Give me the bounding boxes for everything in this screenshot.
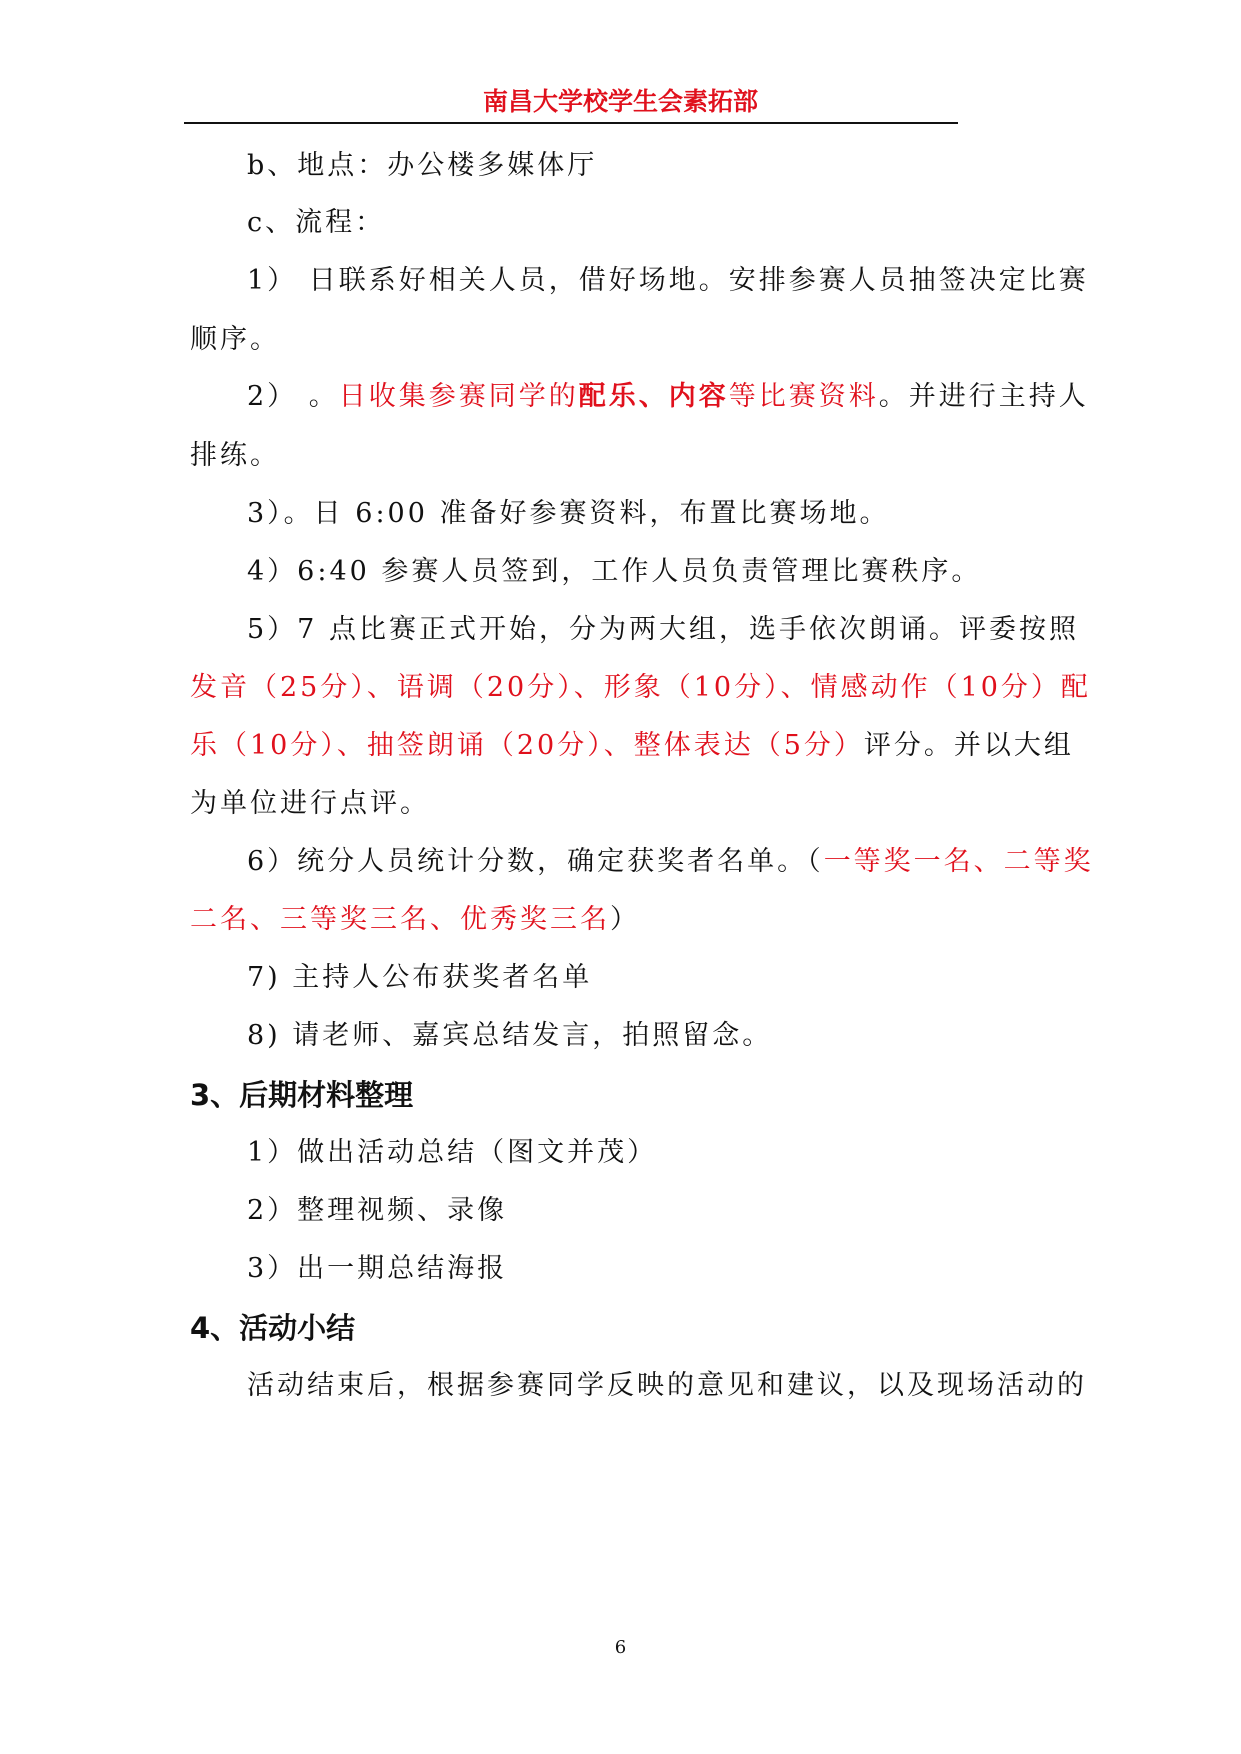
- step-2-red-text: 日收集参赛同学的: [338, 381, 579, 412]
- step-6-line: [247, 842, 1241, 882]
- scoring-criteria-red: 乐（10分）、抽签朗诵（20分）、整体表达（5分）: [190, 730, 864, 761]
- step-2-line: [247, 377, 1241, 417]
- header-divider: [184, 122, 958, 124]
- material-step-2: 2）整理视频、录像: [247, 1195, 508, 1226]
- awards-close-paren: ）: [610, 904, 640, 935]
- awards-red-text-2: 二名、三等奖三名、优秀奖三名: [190, 904, 610, 935]
- step-7-line: 7) 主持人公布获奖者名单: [247, 962, 593, 993]
- step-1-line: 1） 日联系好相关人员，借好场地。安排参赛人员抽签决定比赛: [247, 265, 1089, 296]
- step-4-line: 4）6:40 参赛人员签到，工作人员负责管理比赛秩序。: [247, 556, 982, 587]
- step-5-continuation: 为单位进行点评。: [190, 788, 430, 819]
- section-3-heading: 3、后期材料整理: [190, 1078, 414, 1112]
- scoring-criteria-line-1: 发音（25分）、语调（20分）、形象（10分）、情感动作（10分）配: [190, 672, 1091, 703]
- step-2-bold-text: 配乐、内容: [578, 381, 729, 412]
- step-2-continuation: 排练。: [190, 440, 280, 471]
- step-6-prefix: 6）统分人员统计分数，确定获奖者名单。（: [247, 846, 824, 877]
- awards-red-text: 一等奖一名、二等奖: [823, 846, 1094, 877]
- step-2-prefix: 2） 。: [247, 381, 339, 412]
- summary-paragraph-line: 活动结束后，根据参赛同学反映的意见和建议，以及现场活动的: [247, 1370, 1087, 1401]
- material-step-3: 3）出一期总结海报: [247, 1253, 508, 1284]
- step-6-continuation: [190, 900, 1241, 940]
- section-4-heading: 4、活动小结: [190, 1311, 356, 1345]
- step-5-line: 5）7 点比赛正式开始，分为两大组，选手依次朗诵。评委按照: [247, 614, 1079, 645]
- step-8-line: 8) 请老师、嘉宾总结发言，拍照留念。: [247, 1020, 773, 1051]
- step-1-continuation: 顺序。: [190, 324, 280, 355]
- material-step-1: 1）做出活动总结（图文并茂）: [247, 1137, 658, 1168]
- step-2-red-text-2: 等比赛资料: [728, 381, 879, 412]
- document-header-title: 南昌大学校学生会素拓部: [482, 87, 758, 116]
- step-2-suffix: 。并进行主持人: [878, 381, 1089, 412]
- process-heading-line: c、流程：: [247, 207, 386, 238]
- page-number: 6: [614, 1637, 627, 1658]
- step-3-line: 3）。日 6:00 准备好参赛资料，布置比赛场地。: [247, 498, 890, 529]
- location-line: b、地点：办公楼多媒体厅: [247, 150, 598, 181]
- scoring-criteria-suffix: 评分。并以大组: [863, 730, 1074, 761]
- scoring-criteria-line-2: [190, 726, 1241, 766]
